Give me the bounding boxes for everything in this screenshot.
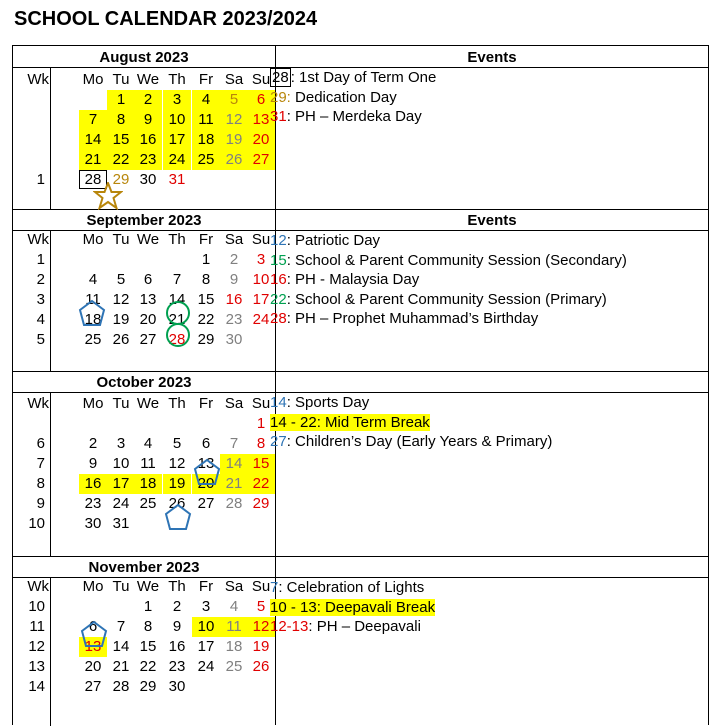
event-text: : School & Parent Community Session (Secondary) xyxy=(286,251,627,269)
calendar-day: 30 xyxy=(84,515,102,532)
event-item xyxy=(270,309,538,328)
weekday-header: Fr xyxy=(198,395,214,412)
calendar-day: 15 xyxy=(139,638,157,655)
calendar-day xyxy=(79,250,107,270)
calendar-day xyxy=(247,330,275,350)
event-item xyxy=(270,231,380,250)
calendar-day xyxy=(79,90,107,110)
calendar-day: 3 xyxy=(116,435,126,452)
calendar-day: 1 xyxy=(107,90,135,110)
event-item xyxy=(270,578,424,597)
calendar-day: 27 xyxy=(197,495,215,512)
calendar-day xyxy=(247,677,275,697)
event-text: : Mid Term Break xyxy=(316,413,430,431)
week-number: 6 xyxy=(36,435,45,452)
month-separator xyxy=(13,209,708,210)
month-title: August 2023 xyxy=(99,49,189,66)
calendar-day xyxy=(79,414,107,434)
week-number: 1 xyxy=(36,251,45,268)
weekday-header: Fr xyxy=(198,578,214,595)
event-date: 12-13 xyxy=(270,618,309,635)
week-number: 13 xyxy=(28,658,45,675)
week-number-header: Wk xyxy=(27,71,49,88)
calendar-day: 17 xyxy=(197,638,215,655)
events-header: Events xyxy=(467,212,517,229)
calendar-day: 2 xyxy=(172,598,182,615)
calendar-day: 29 xyxy=(112,171,130,188)
events-header: Events xyxy=(467,49,517,66)
calendar-day xyxy=(192,170,220,190)
calendar-day: 17 xyxy=(163,130,191,150)
weekday-header: Fr xyxy=(198,231,214,248)
calendar-day: 23 xyxy=(84,495,102,512)
weekday-header: Sa xyxy=(224,578,244,595)
event-item xyxy=(270,251,627,270)
weekday-header: Mo xyxy=(82,71,104,88)
calendar-day xyxy=(163,514,191,534)
event-item xyxy=(270,88,397,107)
calendar-day xyxy=(220,170,248,190)
calendar-day: 14 xyxy=(220,454,248,474)
calendar-day: 1 xyxy=(143,598,153,615)
weekday-header: Sa xyxy=(224,395,244,412)
calendar-day: 30 xyxy=(168,678,186,695)
calendar-day: 13 xyxy=(197,455,215,472)
calendar-day: 3 xyxy=(201,598,211,615)
weekday-header: Mo xyxy=(82,578,104,595)
event-text: : Children’s Day (Early Years & Primary) xyxy=(286,433,553,450)
week-number: 3 xyxy=(36,291,45,308)
calendar-day: 12 xyxy=(220,110,248,130)
calendar-day xyxy=(134,414,162,434)
calendar-day: 2 xyxy=(134,90,162,110)
calendar-day: 23 xyxy=(134,150,162,170)
calendar-day: 13 xyxy=(79,637,107,657)
calendar-table xyxy=(12,45,709,725)
event-date: 10 - 13 xyxy=(270,598,317,616)
calendar-day: 13 xyxy=(247,110,275,130)
calendar-day: 18 xyxy=(192,130,220,150)
calendar-day: 13 xyxy=(139,291,157,308)
calendar-day: 16 xyxy=(134,130,162,150)
weekday-header: Su xyxy=(251,231,271,248)
calendar-day: 4 xyxy=(229,598,239,615)
weekday-header: Su xyxy=(251,395,271,412)
month-title: October 2023 xyxy=(96,374,192,391)
event-text: : 1st Day of Term One xyxy=(290,69,437,86)
week-number xyxy=(13,110,49,130)
calendar-day: 25 xyxy=(84,331,102,348)
calendar-day: 11 xyxy=(85,291,101,308)
weekday-header: Sa xyxy=(224,231,244,248)
event-date: 31 xyxy=(270,108,287,125)
event-date: 27 xyxy=(270,433,287,450)
calendar-day: 6 xyxy=(201,435,211,452)
weekday-header: Tu xyxy=(112,395,130,412)
calendar-day xyxy=(107,250,135,270)
calendar-day: 11 xyxy=(220,617,248,637)
month-title: September 2023 xyxy=(86,212,202,229)
week-number-header: Wk xyxy=(27,231,49,248)
calendar-day: 14 xyxy=(168,291,186,308)
week-number-header: Wk xyxy=(27,395,49,412)
calendar-day: 18 xyxy=(84,311,102,328)
calendar-day: 27 xyxy=(139,331,157,348)
weekday-header: We xyxy=(136,71,160,88)
calendar-day: 1 xyxy=(201,251,211,268)
weekday-header: Th xyxy=(168,578,186,595)
calendar-day: 2 xyxy=(88,435,98,452)
calendar-day: 2 xyxy=(229,251,239,268)
week-number: 7 xyxy=(36,455,45,472)
event-item xyxy=(270,598,435,617)
calendar-day: 5 xyxy=(116,271,126,288)
calendar-day: 28 xyxy=(112,678,130,695)
event-item xyxy=(270,413,430,432)
event-text: : Sports Day xyxy=(286,394,370,411)
calendar-day: 19 xyxy=(252,638,270,655)
calendar-day: 22 xyxy=(247,474,275,494)
weekday-header: Mo xyxy=(82,395,104,412)
calendar-day: 26 xyxy=(220,150,248,170)
week-number: 9 xyxy=(36,495,45,512)
calendar-day: 16 xyxy=(79,474,107,494)
event-item xyxy=(270,432,552,451)
calendar-day: 14 xyxy=(112,638,130,655)
calendar-day: 6 xyxy=(88,618,98,635)
calendar-day: 25 xyxy=(139,495,157,512)
calendar-day: 26 xyxy=(168,495,186,512)
calendar-day: 19 xyxy=(112,311,130,328)
event-item xyxy=(270,107,422,126)
calendar-day: 25 xyxy=(225,658,243,675)
event-date: 14 xyxy=(270,394,287,411)
weekday-header: Th xyxy=(168,395,186,412)
calendar-day: 7 xyxy=(172,271,182,288)
event-item xyxy=(270,393,369,412)
event-date: 29: xyxy=(270,88,291,106)
weekday-header: Su xyxy=(251,578,271,595)
event-item xyxy=(270,68,436,87)
weekday-header: Tu xyxy=(112,578,130,595)
weekday-header: Su xyxy=(251,71,271,88)
event-text: : School & Parent Community Session (Primary) xyxy=(286,290,607,308)
event-text: : PH – Deepavali xyxy=(308,618,421,635)
calendar-day: 4 xyxy=(88,271,98,288)
calendar-day: 20 xyxy=(139,311,157,328)
calendar-day: 12 xyxy=(168,455,186,472)
event-date: 28 xyxy=(272,69,289,86)
week-number: 5 xyxy=(36,331,45,348)
calendar-day: 8 xyxy=(143,618,153,635)
calendar-day: 12 xyxy=(112,291,130,308)
week-number xyxy=(13,150,49,170)
calendar-day: 28 xyxy=(225,495,243,512)
event-text: : Celebration of Lights xyxy=(278,579,425,596)
calendar-day: 8 xyxy=(201,271,211,288)
calendar-day: 9 xyxy=(229,271,239,288)
calendar-day: 29 xyxy=(252,495,270,512)
weekday-header: Tu xyxy=(112,231,130,248)
weekday-header: We xyxy=(136,231,160,248)
calendar-day: 23 xyxy=(225,311,243,328)
week-column-divider xyxy=(50,231,51,371)
month-title: November 2023 xyxy=(88,559,200,576)
calendar-day: 21 xyxy=(112,658,130,675)
weekday-header: Mo xyxy=(82,231,104,248)
calendar-day xyxy=(192,414,220,434)
calendar-day: 22 xyxy=(197,311,215,328)
calendar-day: 8 xyxy=(256,435,266,452)
calendar-day: 14 xyxy=(79,130,107,150)
event-text: : PH – Merdeka Day xyxy=(286,108,422,125)
event-text: : PH - Malaysia Day xyxy=(286,271,420,288)
event-text: : Deepavali Break xyxy=(316,598,436,616)
event-text: Dedication Day xyxy=(290,88,397,106)
week-number: 2 xyxy=(36,271,45,288)
calendar-day: 15 xyxy=(197,291,215,308)
calendar-day xyxy=(163,414,191,434)
calendar-day xyxy=(134,514,162,534)
weekday-header: Th xyxy=(168,231,186,248)
week-column-divider xyxy=(50,393,51,556)
calendar-day: 22 xyxy=(107,150,135,170)
calendar-day: 17 xyxy=(252,291,270,308)
calendar-day xyxy=(107,414,135,434)
event-date: 7 xyxy=(270,579,279,596)
calendar-day: 31 xyxy=(168,171,186,188)
week-number: 4 xyxy=(36,311,45,328)
calendar-day: 22 xyxy=(139,658,157,675)
week-number: 12 xyxy=(28,638,45,655)
weekday-header: We xyxy=(136,578,160,595)
calendar-day: 16 xyxy=(168,638,186,655)
week-number-header: Wk xyxy=(27,578,49,595)
weekday-header: Fr xyxy=(198,71,214,88)
calendar-day: 28 xyxy=(168,331,186,348)
calendar-day: 12 xyxy=(247,617,275,637)
calendar-day xyxy=(220,414,248,434)
calendar-day: 29 xyxy=(139,678,157,695)
page-title: SCHOOL CALENDAR 2023/2024 xyxy=(14,8,318,30)
month-separator xyxy=(13,556,708,557)
week-number: 14 xyxy=(28,678,45,695)
calendar-day: 16 xyxy=(225,291,243,308)
calendar-day: 10 xyxy=(163,110,191,130)
event-date: 22 xyxy=(270,290,287,308)
calendar-day: 1 xyxy=(256,415,266,432)
calendar-day xyxy=(247,514,275,534)
calendar-day: 10 xyxy=(252,271,270,288)
calendar-day: 24 xyxy=(163,150,191,170)
week-column-divider xyxy=(50,578,51,726)
calendar-day xyxy=(220,514,248,534)
calendar-day: 5 xyxy=(172,435,182,452)
calendar-day: 26 xyxy=(112,331,130,348)
event-date: 16 xyxy=(270,271,287,288)
calendar-day: 11 xyxy=(192,110,220,130)
calendar-day xyxy=(220,677,248,697)
calendar-day: 29 xyxy=(197,331,215,348)
week-number: 10 xyxy=(28,598,45,615)
calendar-day: 23 xyxy=(168,658,186,675)
calendar-day: 21 xyxy=(220,474,248,494)
calendar-day: 27 xyxy=(247,150,275,170)
month-separator xyxy=(13,371,708,372)
calendar-day: 3 xyxy=(256,251,266,268)
event-text: : PH – Prophet Muhammad’s Birthday xyxy=(286,310,539,327)
calendar-day xyxy=(192,514,220,534)
calendar-day xyxy=(107,597,135,617)
calendar-day: 9 xyxy=(88,455,98,472)
calendar-day: 18 xyxy=(134,474,162,494)
week-number: 1 xyxy=(36,171,45,188)
calendar-day: 19 xyxy=(220,130,248,150)
calendar-day: 7 xyxy=(79,110,107,130)
event-text: : Patriotic Day xyxy=(286,232,381,249)
calendar-day: 28 xyxy=(79,170,107,189)
event-item xyxy=(270,290,607,309)
calendar-day: 27 xyxy=(84,678,102,695)
calendar-day xyxy=(247,170,275,190)
calendar-day: 20 xyxy=(247,130,275,150)
calendar-day: 17 xyxy=(107,474,135,494)
week-number xyxy=(13,130,49,150)
calendar-day xyxy=(134,250,162,270)
calendar-day: 5 xyxy=(220,90,248,110)
calendar-day: 24 xyxy=(112,495,130,512)
calendar-day: 21 xyxy=(79,150,107,170)
weekday-header: Sa xyxy=(224,71,244,88)
weekday-header: We xyxy=(136,395,160,412)
calendar-day: 30 xyxy=(225,331,243,348)
weekday-header: Tu xyxy=(112,71,130,88)
calendar-day xyxy=(192,677,220,697)
calendar-day: 9 xyxy=(134,110,162,130)
event-item xyxy=(270,270,419,289)
calendar-day: 30 xyxy=(139,171,157,188)
calendar-day: 10 xyxy=(112,455,130,472)
calendar-day: 24 xyxy=(197,658,215,675)
week-number xyxy=(13,414,49,434)
calendar-day: 8 xyxy=(107,110,135,130)
calendar-day: 4 xyxy=(192,90,220,110)
calendar-day: 31 xyxy=(112,515,130,532)
week-number xyxy=(13,90,49,110)
calendar-day: 18 xyxy=(225,638,243,655)
calendar-day: 4 xyxy=(143,435,153,452)
calendar-day: 20 xyxy=(84,658,102,675)
calendar-day: 9 xyxy=(172,618,182,635)
calendar-day: 6 xyxy=(143,271,153,288)
week-number: 10 xyxy=(28,515,45,532)
calendar-day: 26 xyxy=(252,658,270,675)
calendar-day: 7 xyxy=(229,435,239,452)
calendar-day: 5 xyxy=(256,598,266,615)
calendar-day xyxy=(79,597,107,617)
calendar-day: 11 xyxy=(140,455,156,472)
calendar-day: 24 xyxy=(252,311,270,328)
calendar-day: 20 xyxy=(192,474,220,494)
week-number: 11 xyxy=(29,618,45,635)
calendar-day: 15 xyxy=(247,454,275,474)
event-item xyxy=(270,617,421,636)
event-date: 12 xyxy=(270,232,287,249)
calendar-day xyxy=(163,250,191,270)
calendar-day: 10 xyxy=(192,617,220,637)
calendar-day: 3 xyxy=(163,90,191,110)
event-date: 28 xyxy=(270,310,287,327)
event-date: 15 xyxy=(270,251,287,269)
calendar-day: 7 xyxy=(116,618,126,635)
calendar-day: 6 xyxy=(247,90,275,110)
event-date: 14 - 22 xyxy=(270,413,317,431)
calendar-day: 15 xyxy=(107,130,135,150)
calendar-day: 19 xyxy=(163,474,191,494)
weekday-header: Th xyxy=(168,71,186,88)
week-number: 8 xyxy=(36,475,45,492)
calendar-day: 25 xyxy=(192,150,220,170)
calendar-day: 21 xyxy=(168,311,186,328)
